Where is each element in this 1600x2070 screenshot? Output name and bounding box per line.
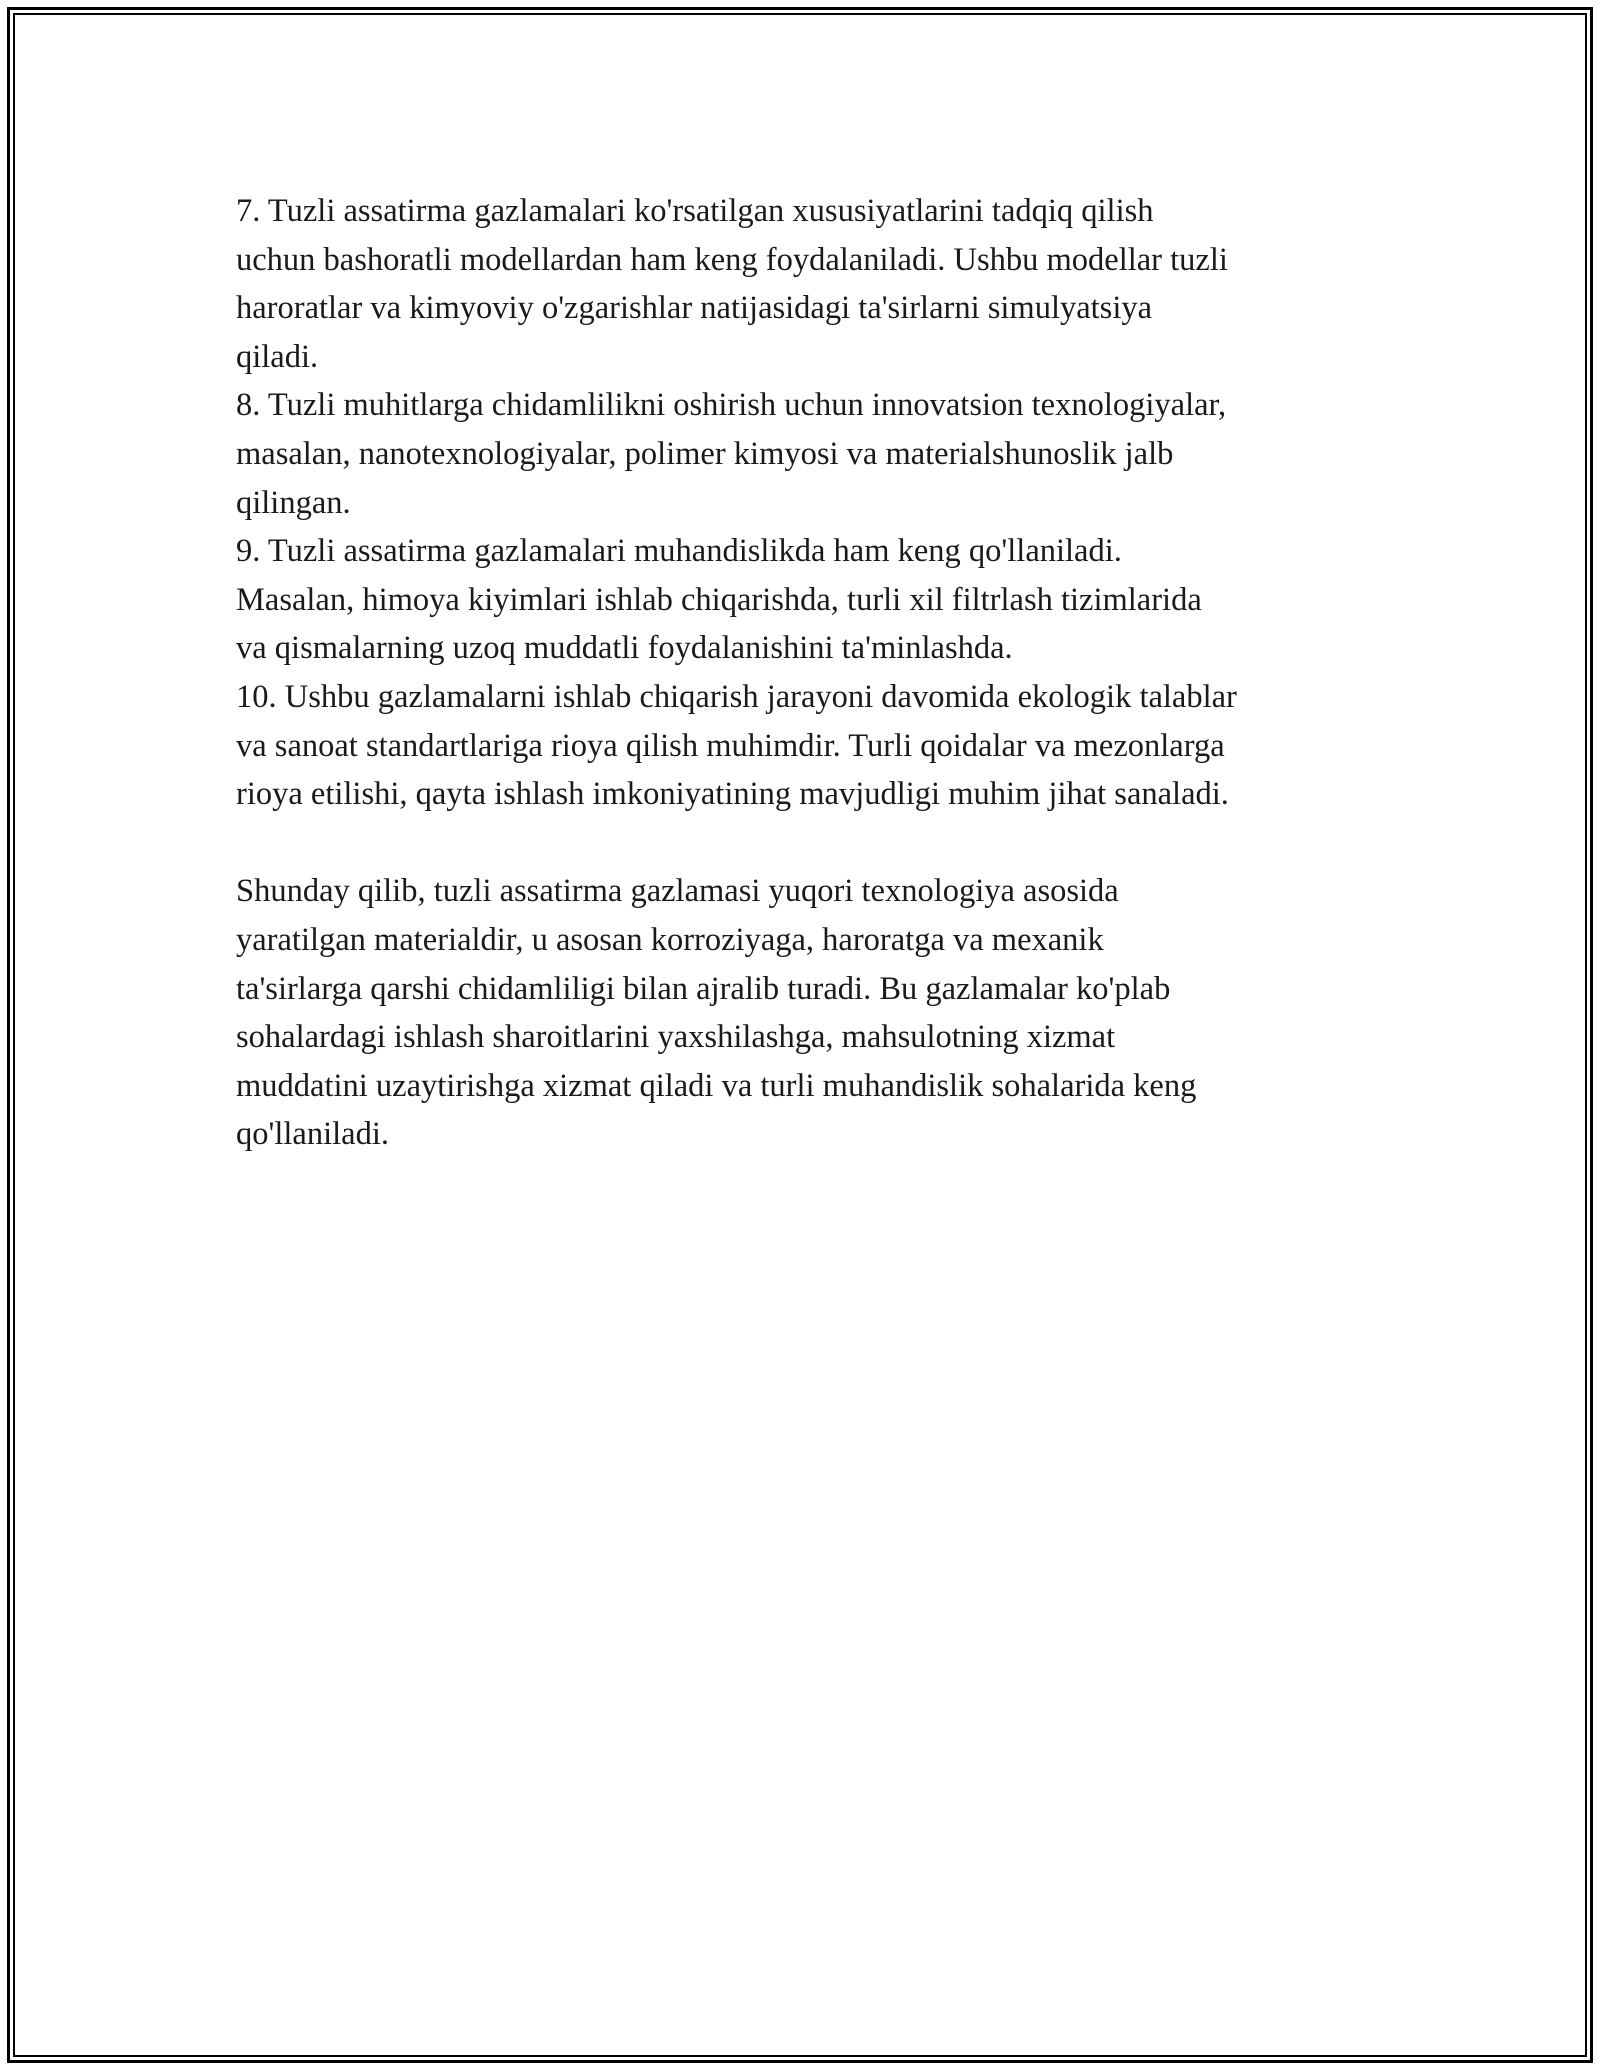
text-line: Masalan, himoya kiyimlari ishlab chiqarishda, turli xil filtrlash tizimlarida — [236, 581, 1202, 618]
text-line: muddatini uzaytirishga xizmat qiladi va turli muhandislik sohalarida keng — [236, 1067, 1197, 1104]
conclusion-paragraph — [236, 867, 1376, 1159]
text-line: qo'llaniladi. — [236, 1116, 389, 1153]
text-line: 10. Ushbu gazlamalarni ishlab chiqarish jarayoni davomida ekologik talablar — [236, 678, 1237, 715]
paragraph-spacer — [236, 819, 1376, 868]
text-line: rioya etilishi, qayta ishlash imkoniyatining mavjudligi muhim jihat sanaladi. — [236, 776, 1229, 813]
text-line: 9. Tuzli assatirma gazlamalari muhandislikda ham keng qo'llaniladi. — [236, 533, 1122, 570]
text-line: yaratilgan materialdir, u asosan korroziyaga, haroratga va mexanik — [236, 921, 1104, 958]
text-line: haroratlar va kimyoviy o'zgarishlar natijasidagi ta'sirlarni simulyatsiya — [236, 290, 1153, 327]
text-line: 7. Tuzli assatirma gazlamalari ko'rsatilgan xususiyatlarini tadqiq qilish — [236, 193, 1154, 229]
text-line: va sanoat standartlariga rioya qilish muhimdir. Turli qoidalar va mezonlarga — [236, 727, 1225, 764]
numbered-list-block — [236, 187, 1376, 819]
text-line: 8. Tuzli muhitlarga chidamlilikni oshirish uchun innovatsion texnologiyalar, — [236, 387, 1227, 424]
text-line: Shunday qilib, tuzli assatirma gazlamasi yuqori texnologiya asosida — [236, 873, 1119, 910]
text-line: qilingan. — [236, 484, 351, 521]
text-line: uchun bashoratli modellardan ham keng foydalaniladi. Ushbu modellar tuzli — [236, 241, 1228, 278]
text-line: qiladi. — [236, 338, 319, 375]
text-line: masalan, nanotexnologiyalar, polimer kimyosi va materialshunoslik jalb — [236, 435, 1174, 472]
text-line: ta'sirlarga qarshi chidamliligi bilan ajralib turadi. Bu gazlamalar ko'plab — [236, 970, 1171, 1007]
text-line: va qismalarning uzoq muddatli foydalanishini ta'minlashda. — [236, 630, 1013, 667]
document-body — [236, 187, 1376, 1159]
text-line: sohalardagi ishlash sharoitlarini yaxshilashga, mahsulotning xizmat — [236, 1019, 1116, 1056]
